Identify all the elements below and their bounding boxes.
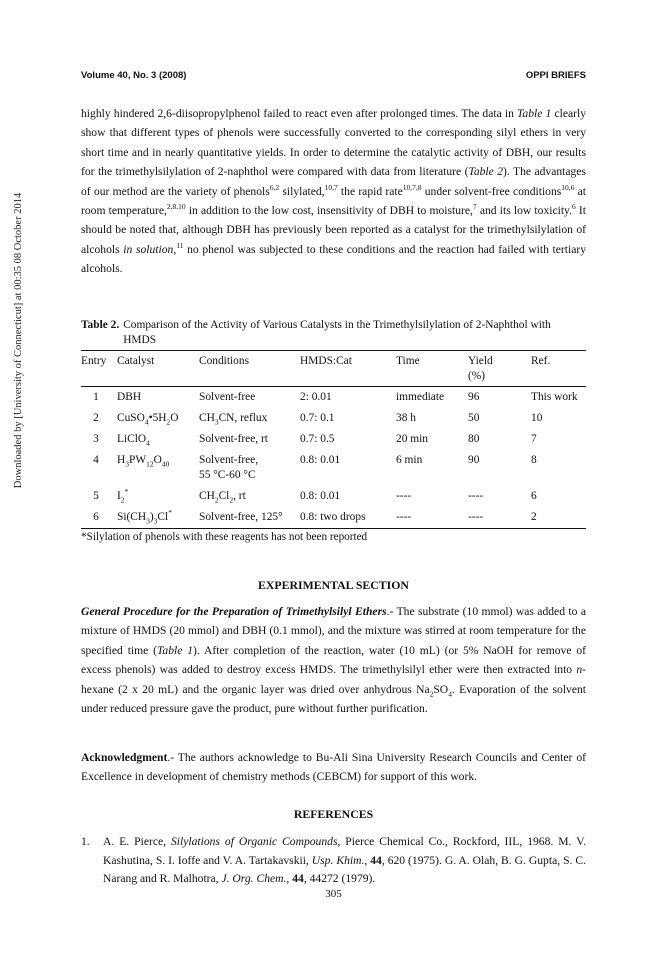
cell-yield: ---- — [468, 490, 484, 502]
cell-ref: 8 — [531, 454, 537, 466]
cell-yield: 96 — [468, 387, 531, 409]
download-watermark — [8, 60, 30, 620]
procedure-paragraph: General Procedure for the Preparation of Trimethylsilyl Ethers.- The substrate (10 mmol) was added to a mixture of HMDS (20 mmol) and DBH (0.1 mmol), and the mixture was stirred at room temperature for the specified time (Table 1). After completion of the reaction, water (10 mL) (or 5% NaOH for remove of excess phenols) was added to destroy excess HMDS. The trimethylsilyl ether were then extracted into n-hexane (2 x 20 mL) and the organic layer was dried over anhydrous $Na_2SO_4$. Evaporation of the solvent under reduced pressure gave the product, pure without further purification. — [81, 605, 586, 716]
cell-ref: 6 — [531, 490, 537, 502]
acknowledgment-text: .- The authors acknowledge to Bu-Ali Sina University Research Councils and Center of Excellence in development of chemistry methods (CEBCM) for support of this work. — [81, 751, 586, 784]
col-entry: Entry — [81, 351, 111, 387]
table-row — [81, 450, 586, 486]
cell-ratio: 0.8: 0.01 — [300, 454, 341, 466]
intro-paragraph: highly hindered 2,6-diisopropylphenol failed to react even after prolonged times. The data in Table 1 clearly show that different types of phenols were successfully converted to the corresponding silyl ethers in very short time and in nearly quantitative yields. In order to determine the catalytic activity of DBH, our results for the trimethylsilylation of 2-naphthol were compared with data from literature (Table 2). The advantages of our method are the variety of phenols$^{6,2}$ silylated,$^{10,7}$ the rapid rate$^{10,7,8}$ under solvent-free conditions$^{10,6}$ at room temperature,$^{2,8,10}$ in addition to the low cost, insensitivity of DBH to moisture,$^7$ and its low toxicity.$^6$ It should be noted that, although DBH has previously been reported as a catalyst for the trimethylsilylation of alcohols in solution,$^{11}$ no phenol was subjected to these conditions and the reaction had failed with tertiary alcohols. — [81, 107, 587, 276]
table-row — [81, 387, 586, 409]
cell-time: immediate — [396, 387, 468, 409]
cell-conditions: Solvent-free, rt — [199, 433, 268, 445]
table-row — [81, 429, 586, 450]
table-header-row — [81, 351, 586, 387]
col-time: Time — [396, 351, 468, 387]
cell-time: 20 min — [396, 433, 428, 445]
table-2 — [81, 318, 586, 543]
table-label: Table 2. — [81, 319, 120, 331]
cell-entry: 2 — [93, 412, 99, 424]
cell-yield: 50 — [468, 412, 480, 424]
table-caption-text: Comparison of the Activity of Various Catalysts in the Trimethylsilylation of 2-Naphthol with HMDS — [123, 319, 551, 346]
cell-yield: 80 — [468, 433, 480, 445]
cell-ref: 2 — [531, 507, 586, 529]
cell-conditions: $CH_3CN$, reflux — [199, 412, 268, 427]
cell-entry: 6 — [81, 507, 111, 529]
cell-time: ---- — [396, 490, 412, 502]
cell-conditions: Solvent-free — [199, 387, 300, 409]
intro-paragraph-block — [81, 104, 586, 279]
running-head-left: Volume 40, No. 3 (2008) — [81, 70, 187, 81]
cell-time: 6 min — [396, 454, 423, 466]
reference-text: A. E. Pierce, Silylations of Organic Compounds, Pierce Chemical Co., Rockford, IIL, 1968. M. V. Kashutina, S. I. Ioffe and V. A. Tartakavskii, Usp. Khim., 44, 620 (1975). G. A. Olah, B. G. Gupta, S. C. Narang and R. Malhotra, J. Org. Chem., 44, 44272 (1979). — [103, 835, 587, 886]
reference-number: 1. — [81, 835, 90, 848]
cell-ref: 10 — [531, 412, 543, 424]
reference-item — [81, 833, 586, 889]
acknowledgment-section — [81, 748, 586, 787]
cell-catalyst: LiClO$_4$ — [117, 433, 150, 448]
cell-ref: 7 — [531, 433, 537, 445]
table-caption — [81, 318, 586, 348]
cell-ref: This work — [531, 387, 586, 409]
cell-time: ---- — [396, 507, 468, 529]
acknowledgment-label: Acknowledgment — [81, 751, 168, 764]
cell-catalyst: $CuSO_4•5H_2O$ — [117, 412, 179, 427]
cell-catalyst: $H_3PW_{12}O_{40}$ — [117, 454, 170, 469]
col-ref: Ref. — [531, 351, 586, 387]
cell-entry: 4 — [93, 454, 99, 466]
cell-time: 38 h — [396, 412, 416, 424]
catalyst-comparison-table — [81, 350, 586, 529]
cell-ratio: 0.7: 0.1 — [300, 412, 335, 424]
cell-conditions: $CH_2Cl_2$, rt — [199, 490, 246, 505]
table-footnote: *Silylation of phenols with these reagents has not been reported — [81, 531, 368, 543]
cell-catalyst: $Si(CH_3)_3Cl^*$ — [111, 507, 199, 529]
table-row — [81, 408, 586, 429]
cell-ratio: 0.8: two drops — [300, 507, 396, 529]
page-number: 305 — [325, 888, 342, 900]
references-list — [81, 833, 586, 889]
cell-entry: 5 — [93, 490, 99, 502]
cell-entry: 3 — [93, 433, 99, 445]
cell-ratio: 2: 0.01 — [300, 387, 396, 409]
col-yield-label: Yield — [468, 355, 493, 367]
col-catalyst: Catalyst — [111, 351, 199, 387]
cell-ratio: 0.8: 0.01 — [300, 490, 341, 502]
references-heading: REFERENCES — [293, 807, 374, 821]
cell-yield: 90 — [468, 454, 480, 466]
col-conditions: Conditions — [199, 351, 300, 387]
col-yield — [468, 351, 531, 387]
table-row — [81, 486, 586, 507]
cell-conditions: Solvent-free, 125° — [199, 507, 300, 529]
table-row — [81, 507, 586, 529]
procedure-title: General Procedure for the Preparation of Trimethylsilyl Ethers — [81, 605, 387, 618]
running-head-right: OPPI BRIEFS — [525, 70, 586, 81]
col-ratio: HMDS:Cat — [300, 351, 396, 387]
col-yield-unit: (%) — [468, 370, 486, 382]
acknowledgment-paragraph — [81, 748, 586, 787]
cell-yield: ---- — [468, 507, 531, 529]
cell-ratio: 0.7: 0.5 — [300, 433, 335, 445]
cell-conditions: Solvent-free, 55 °C-60 °C — [199, 454, 259, 481]
experimental-heading: EXPERIMENTAL SECTION — [258, 578, 409, 592]
download-note: Downloaded by [University of Connecticut] at 00:35 08 October 2014 — [13, 192, 25, 488]
cell-catalyst: DBH — [111, 387, 199, 409]
procedure-dash: .- — [386, 605, 394, 618]
cell-catalyst: $I_2^*$ — [117, 487, 129, 505]
experimental-section — [81, 602, 586, 718]
cell-entry: 1 — [81, 387, 111, 409]
running-head — [81, 70, 586, 81]
